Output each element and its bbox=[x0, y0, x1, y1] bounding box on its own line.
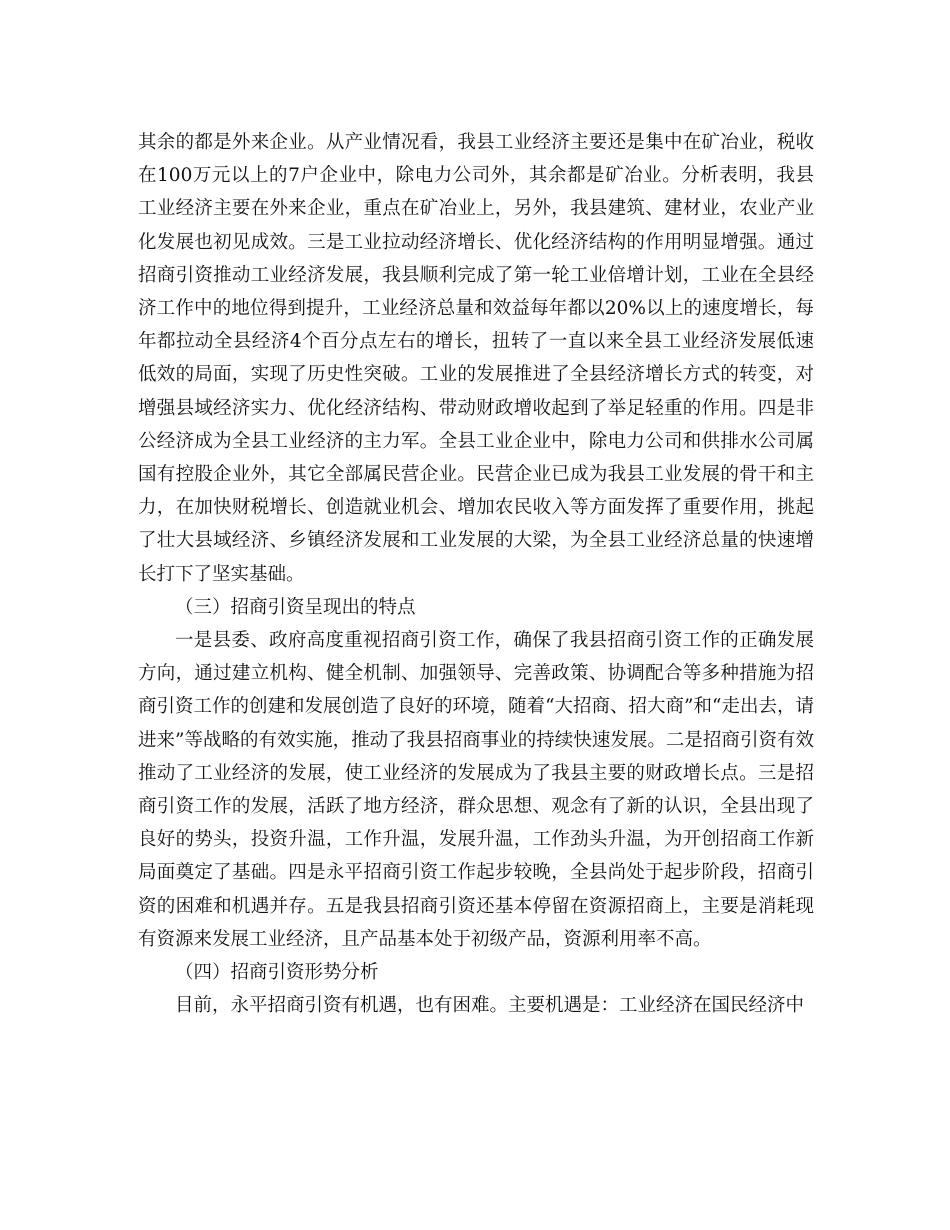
body-paragraph-industry-structure: 其余的都是外来企业。从产业情况看，我县工业经济主要还是集中在矿冶业，税收在100万元以上的7户企业中，除电力公司外，其余都是矿冶业。分析表明，我县工业经济主要在外来企业，重点在矿冶业上，另外，我县建筑、建材业，农业产业化发展也初见成效。三是工业拉动经济增长、优化经济结构的作用明显增强。通过招商引资推动工业经济发展，我县顺利完成了第一轮工业倍增计划，工业在全县经济工作中的地位得到提升，工业经济总量和效益每年都以20%以上的速度增长，每年都拉动全县经济4个百分点左右的增长，扭转了一直以来全县工业经济发展低速低效的局面，实现了历史性突破。工业的发展推进了全县经济增长方式的转变，对增强县域经济实力、优化经济结构、带动财政增收起到了举足轻重的作用。四是非公经济成为全县工业经济的主力军。全县工业企业中，除电力公司和供排水公司属国有控股企业外，其它全部属民营企业。民营企业已成为我县工业发展的骨干和主力，在加快财税增长、创造就业机会、增加农民收入等方面发挥了重要作用，挑起了壮大县域经济、乡镇经济发展和工业发展的大梁，为全县工业经济总量的快速增长打下了坚实基础。 bbox=[138, 132, 814, 585]
section-heading-situation-analysis: （四）招商引资形势分析 bbox=[175, 962, 379, 984]
section-heading-investment-features: （三）招商引资呈现出的特点 bbox=[175, 596, 416, 618]
document-body bbox=[138, 126, 814, 1022]
body-paragraph-investment-features: 一是县委、政府高度重视招商引资工作，确保了我县招商引资工作的正确发展方向，通过建立机构、健全机制、加强领导、完善政策、协调配合等多种措施为招商引资工作的创建和发展创造了良好的环境，随着“大招商、招大商”和“走出去，请进来”等战略的有效实施，推动了我县招商事业的持续快速发展。二是招商引资有效推动了工业经济的发展，使工业经济的发展成为了我县主要的财政增长点。三是招商引资工作的发展，活跃了地方经济，群众思想、观念有了新的认识，全县出现了良好的势头，投资升温，工作升温，发展升温，工作劲头升温，为开创招商工作新局面奠定了基础。四是永平招商引资工作起步较晚，全县尚处于起步阶段，招商引资的困难和机遇并存。五是我县招商引资还基本停留在资源招商上，主要是消耗现有资源来发展工业经济，且产品基本处于初级产品，资源利用率不高。 bbox=[138, 630, 814, 950]
body-paragraph-situation-analysis: 目前，永平招商引资有机遇，也有困难。主要机遇是：工业经济在国民经济中 bbox=[175, 995, 805, 1017]
